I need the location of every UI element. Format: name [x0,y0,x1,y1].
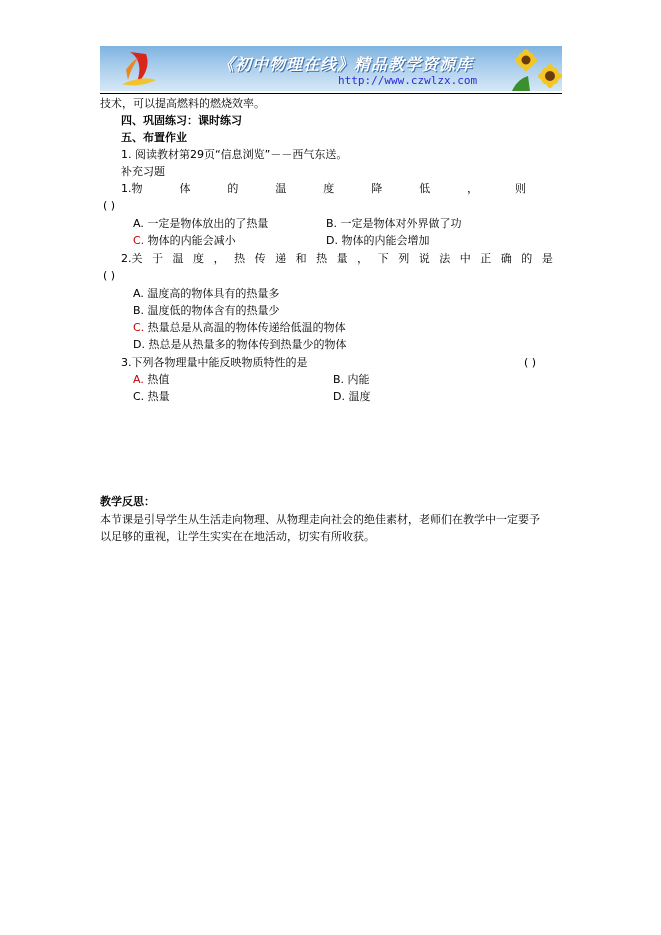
sunflower-icon [482,46,562,91]
q3-stem: 3.下列各物理量中能反映物质特性的是 [121,356,308,369]
reflection-heading: 教学反思： [100,495,155,508]
q2-stem-part: 2.关 [121,252,143,265]
homework-item-1: 1. 阅读教材第29页“信息浏览”－－西气东送。 [121,148,348,161]
q1-option-c-letter: C. [133,234,145,247]
q1-option-b: B. 一定是物体对外界做了功 [326,217,462,230]
banner-title: 《初中物理在线》精品教学资源库 [218,55,474,74]
q2-stem-part: 是 [541,252,553,265]
q3-answer-paren: ( ) [524,356,537,369]
q1-option-d: D. 物体的内能会增加 [326,234,430,247]
q1-stem-part: 降 [371,182,383,195]
q2-option-b: B. 温度低的物体含有的热量少 [133,304,280,317]
logo-icon [116,50,160,88]
q3-option-a-text: 热值 [143,373,170,386]
q1-answer-paren: ( ) [103,199,116,212]
q2-stem-part: 下 [377,252,389,265]
q1-stem-part: 1.物 [121,182,143,195]
q2-option-c-text: 热量总是从高温的物体传递给低温的物体 [144,321,346,334]
q2-option-c-letter: C. [133,321,145,334]
q1-option-c [133,234,236,248]
q2-stem-part: 传 [254,252,266,265]
banner-url[interactable]: http://www.czwlzx.com [338,74,478,87]
q2-stem-part: 正 [480,252,492,265]
q2-stem-part: ， [357,252,369,265]
q2-option-d: D. 热总是从热量多的物体传到热量少的物体 [133,338,347,351]
q2-stem-part: 温 [172,252,184,265]
section5-heading: 五、布置作业 [121,131,187,144]
extra-exercises-title: 补充习题 [121,165,165,178]
q1-stem-part: 的 [227,182,239,195]
q1-stem-part: ， [467,182,479,195]
q1-stem-part: 低 [419,182,431,195]
q3-option-b: B. 内能 [333,373,370,386]
q1-stem-part: 则 [515,182,526,195]
header-banner [100,46,562,91]
reflection-line-2: 以足够的重视，让学生实实在在地活动，切实有所收获。 [100,530,375,543]
reflection-line-1: 本节课是引导学生从生活走向物理、从物理走向社会的绝佳素材，老师们在教学中一定要予 [100,513,540,526]
section4-heading: 四、巩固练习：课时练习 [121,114,242,127]
q2-stem [121,252,553,266]
q1-option-a: A. 一定是物体放出的了热量 [133,217,269,230]
q2-stem-part: 热 [316,252,328,265]
q2-stem-part: 中 [459,252,471,265]
q3-option-a [133,373,169,387]
q2-stem-part: 于 [152,252,164,265]
q2-stem-part: 热 [234,252,246,265]
q1-option-c-text: 物体的内能会减小 [144,234,236,247]
q2-stem-part: 列 [398,252,410,265]
q1-stem [121,182,526,196]
q1-stem-part: 体 [179,182,191,195]
q1-stem-part: 度 [323,182,335,195]
q2-stem-part: 量 [336,252,348,265]
q2-stem-part: ， [213,252,225,265]
q3-option-c: C. 热量 [133,390,170,403]
q3-option-a-letter: A. [133,373,144,386]
q2-stem-part: 法 [439,252,451,265]
q1-stem-part: 温 [275,182,287,195]
q2-stem-part: 说 [418,252,430,265]
q2-stem-part: 递 [275,252,287,265]
q2-stem-part: 确 [500,252,512,265]
q2-option-c [133,321,346,335]
q2-answer-paren: ( ) [103,269,116,282]
q2-option-a: A. 温度高的物体具有的热量多 [133,287,280,300]
header-rule [100,93,562,94]
q2-stem-part: 的 [521,252,533,265]
intro-tail: 技术，可以提高燃料的燃烧效率。 [100,97,265,110]
q3-option-d: D. 温度 [333,390,371,403]
q2-stem-part: 度 [193,252,205,265]
q2-stem-part: 和 [295,252,307,265]
